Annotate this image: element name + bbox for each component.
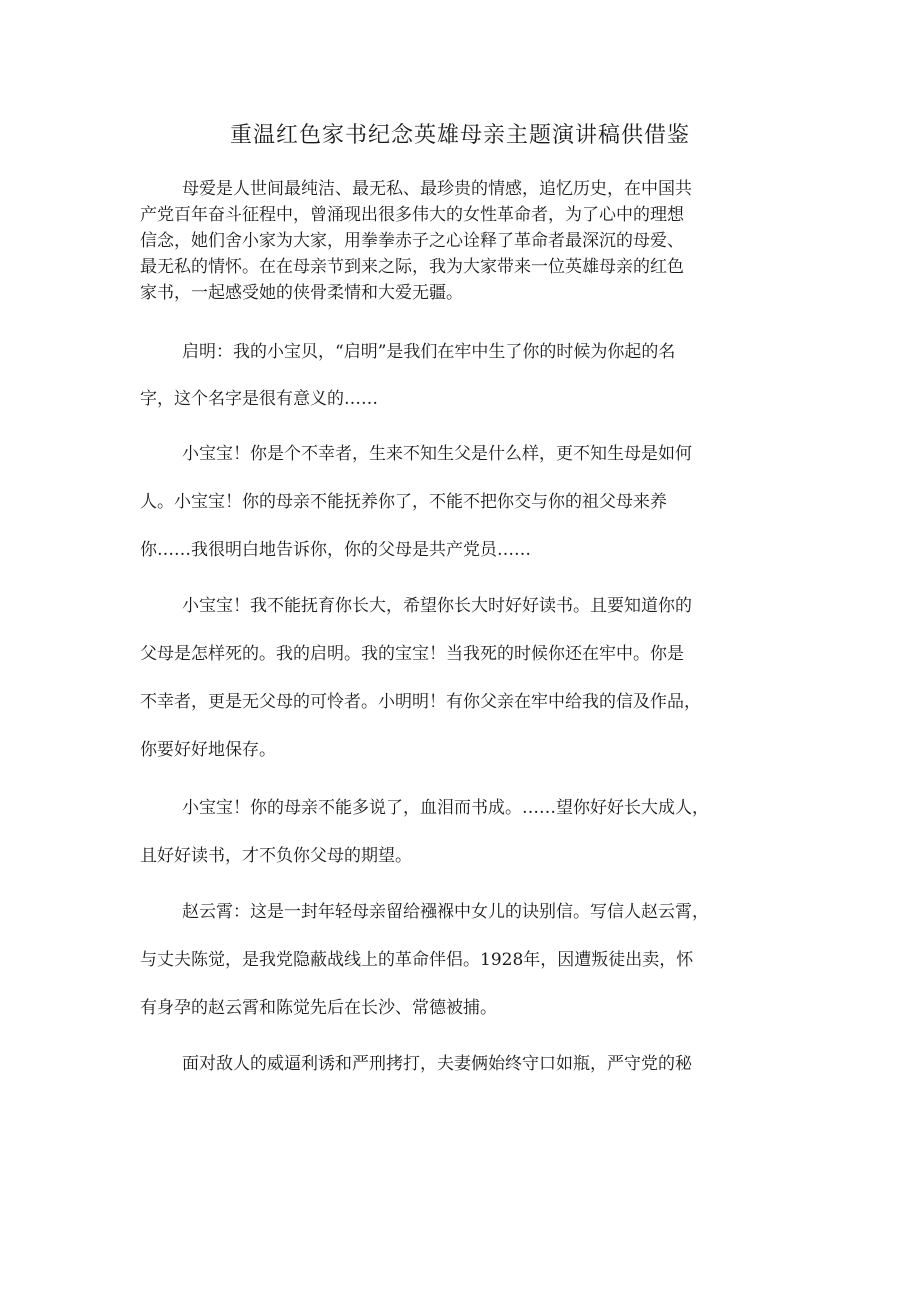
narration-line: 面对敌人的威逼利诱和严刑拷打，夫妻俩始终守口如瓶，严守党的秘: [182, 1054, 692, 1074]
letter-line: 小宝宝！你的母亲不能多说了，血泪而书成。……望你好好长大成人，: [182, 798, 709, 818]
letter-line: 字，这个名字是很有意义的……: [140, 389, 378, 409]
letter-line: 小宝宝！你是个不幸者，生来不知生父是什么样，更不知生母是如何: [182, 444, 692, 464]
letter-line: 小宝宝！我不能抚育你长大，希望你长大时好好读书。且要知道你的: [182, 596, 692, 616]
narration-line: 与丈夫陈觉，是我党隐蔽战线上的革命伴侣。1928年，因遭叛徒出卖，怀: [140, 950, 694, 970]
narration-line: 有身孕的赵云霄和陈觉先后在长沙、常德被捕。: [140, 998, 497, 1018]
intro-line: 产党百年奋斗征程中，曾涌现出很多伟大的女性革命者，为了心中的理想: [140, 205, 684, 225]
letter-salutation-line: 启明：我的小宝贝，“启明”是我们在牢中生了你的时候为你起的名: [182, 342, 676, 362]
letter-line: 人。小宝宝！你的母亲不能抚养你了，不能不把你交与你的祖父母来养: [140, 492, 667, 512]
narration-line: 赵云霄：这是一封年轻母亲留给襁褓中女儿的诀别信。写信人赵云霄，: [182, 902, 709, 922]
intro-paragraph: [140, 176, 785, 306]
letter-line: 且好好读书，才不负你父母的期望。: [140, 846, 412, 866]
intro-line: 信念，她们舍小家为大家，用拳拳赤子之心诠释了革命者最深沉的母爱、: [140, 231, 684, 251]
intro-line: 最无私的情怀。在在母亲节到来之际，我为大家带来一位英雄母亲的红色: [140, 257, 684, 277]
letter-line: 你要好好地保存。: [140, 740, 276, 760]
letter-line: 不幸者，更是无父母的可怜者。小明明！有你父亲在牢中给我的信及作品，: [140, 692, 701, 712]
letter-line: 你……我很明白地告诉你，你的父母是共产党员……: [140, 540, 531, 560]
intro-line: 家书，一起感受她的侠骨柔情和大爱无疆。: [140, 283, 463, 303]
document-title: 重温红色家书纪念英雄母亲主题演讲稿供借鉴: [229, 123, 690, 148]
letter-line: 父母是怎样死的。我的启明。我的宝宝！当我死的时候你还在牢中。你是: [140, 644, 684, 664]
intro-line: 母爱是人世间最纯洁、最无私、最珍贵的情感，追忆历史，在中国共: [182, 179, 692, 199]
